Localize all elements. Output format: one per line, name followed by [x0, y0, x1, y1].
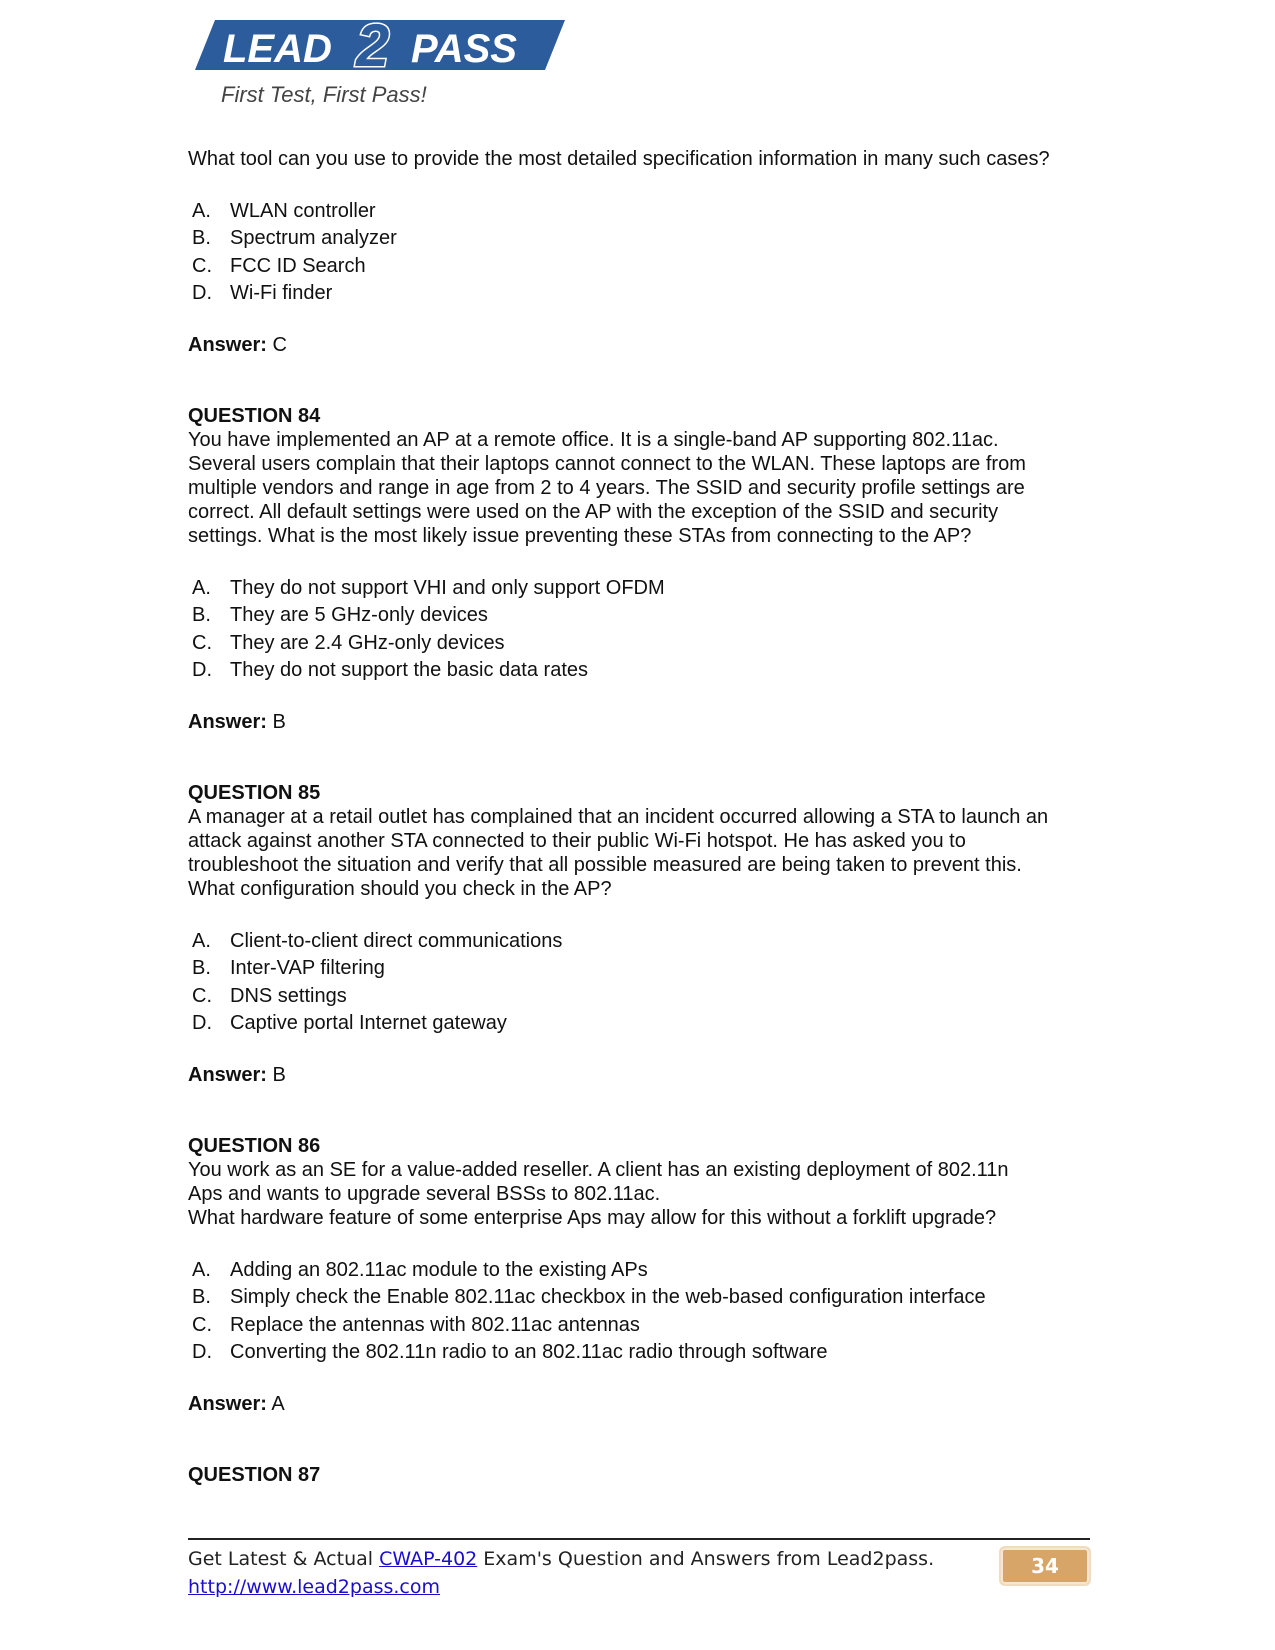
option-b: B. They are 5 GHz-only devices: [192, 604, 488, 627]
svg-text:First Test, First Pass!: First Test, First Pass!: [221, 82, 427, 107]
option-list: [188, 1256, 1098, 1366]
svg-text:LEAD: LEAD: [223, 27, 332, 71]
option-d: D. Wi-Fi finder: [192, 282, 333, 305]
question-title: QUESTION 85: [188, 782, 321, 804]
svg-text:PASS: PASS: [411, 27, 517, 71]
question-title: QUESTION 84: [188, 405, 321, 427]
page-number-badge: 34: [999, 1546, 1091, 1586]
option-a: A. Client-to-client direct communications: [192, 929, 563, 952]
answer: Answer: B: [188, 1064, 286, 1086]
option-c: C. Replace the antennas with 802.11ac antennas: [192, 1313, 640, 1336]
question-83-continuation: [188, 147, 1098, 357]
footer-divider: [188, 1538, 1090, 1540]
question-text: A manager at a retail outlet has complained that an incident occurred allowing a STA to launch an attack against another STA connected to their public Wi-Fi hotspot. He has asked you to troubleshoot the situation and verify that all possible measured are being taken to prevent this. What configuration should you check in the AP?: [188, 806, 1049, 900]
option-list: [188, 197, 1098, 307]
option-b: B. Inter-VAP filtering: [192, 957, 385, 980]
question-84: [188, 404, 1098, 734]
document-body: [188, 147, 1098, 1487]
option-d: D. They do not support the basic data rates: [192, 659, 588, 682]
question-85: [188, 781, 1098, 1087]
question-text: You work as an SE for a value-added reseller. A client has an existing deployment of 802.11n Aps and wants to upgrade several BSSs to 802.11ac. What hardware feature of some enterprise Aps may allow for this without a forklift upgrade?: [188, 1159, 1009, 1229]
question-87: [188, 1463, 1098, 1487]
option-list: [188, 574, 1098, 684]
question-text: You have implemented an AP at a remote office. It is a single-band AP supporting 802.11ac. Several users complain that their laptops cannot connect to the WLAN. These laptops are from multiple vendors and range in age from 2 to 4 years. The SSID and security profile settings are correct. All default settings were used on the AP with the exception of the SSID and security settings. What is the most likely issue preventing these STAs from connecting to the AP?: [188, 429, 1026, 547]
option-b: B. Simply check the Enable 802.11ac checkbox in the web-based configuration interface: [192, 1286, 986, 1309]
option-c: C. They are 2.4 GHz-only devices: [192, 631, 505, 654]
question-86: [188, 1134, 1098, 1416]
option-d: D. Converting the 802.11n radio to an 802.11ac radio through software: [192, 1341, 828, 1364]
option-b: B. Spectrum analyzer: [192, 227, 397, 250]
footer-promo-text: Get Latest & Actual CWAP-402 Exam's Question and Answers from Lead2pass.: [188, 1548, 935, 1570]
question-title: QUESTION 86: [188, 1135, 321, 1157]
question-title: QUESTION 87: [188, 1464, 321, 1486]
answer: Answer: C: [188, 334, 287, 356]
option-a: A. WLAN controller: [192, 199, 376, 222]
exam-link[interactable]: CWAP-402: [379, 1548, 478, 1570]
lead2pass-logo: [193, 8, 583, 108]
option-d: D. Captive portal Internet gateway: [192, 1012, 507, 1035]
svg-text:2: 2: [356, 12, 390, 79]
answer: Answer: B: [188, 711, 286, 733]
option-c: C. DNS settings: [192, 984, 347, 1007]
footer: [188, 1545, 934, 1601]
question-text: What tool can you use to provide the most detailed specification information in many such cases?: [188, 148, 1050, 170]
site-url-link[interactable]: http://www.lead2pass.com: [188, 1576, 441, 1598]
answer: Answer: A: [188, 1393, 285, 1415]
option-a: A. Adding an 802.11ac module to the existing APs: [192, 1258, 648, 1281]
option-c: C. FCC ID Search: [192, 254, 366, 277]
option-list: [188, 927, 1098, 1037]
option-a: A. They do not support VHI and only support OFDM: [192, 576, 665, 599]
